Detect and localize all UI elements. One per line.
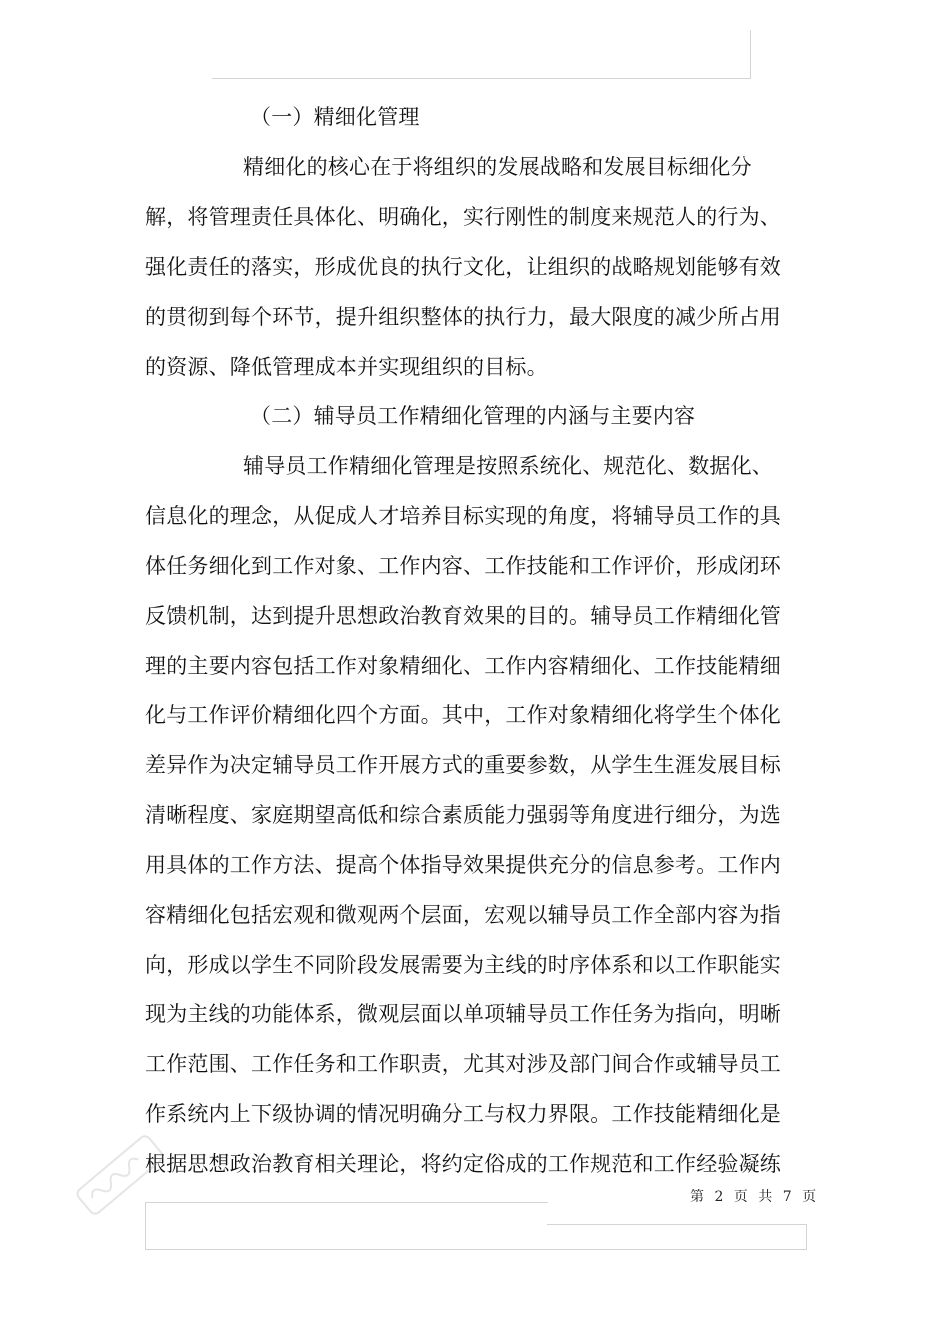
paragraph-line: 清晰程度、家庭期望高低和综合素质能力强弱等角度进行细分，为选 bbox=[145, 803, 781, 827]
paragraph-line: 用具体的工作方法、提高个体指导效果提供充分的信息参考。工作内 bbox=[145, 853, 781, 877]
paragraph-line: 作系统内上下级协调的情况明确分工与权力界限。工作技能精细化是 bbox=[145, 1102, 781, 1126]
paragraph-line: 体任务细化到工作对象、工作内容、工作技能和工作评价，形成闭环 bbox=[145, 554, 781, 578]
footer-frame bbox=[547, 1224, 807, 1250]
paragraph-line: 解，将管理责任具体化、明确化，实行刚性的制度来规范人的行为、 bbox=[145, 205, 781, 229]
paragraph-line: 工作范围、工作任务和工作职责，尤其对涉及部门间合作或辅导员工 bbox=[145, 1052, 781, 1076]
paragraph-line: 的资源、降低管理成本并实现组织的目标。 bbox=[145, 355, 548, 379]
footer-frame bbox=[145, 1202, 548, 1250]
section-heading-2: （二）辅导员工作精细化管理的内涵与主要内容 bbox=[250, 404, 696, 428]
paragraph-line: 现为主线的功能体系，微观层面以单项辅导员工作任务为指向，明晰 bbox=[145, 1002, 781, 1026]
paragraph-line: 根据思想政治教育相关理论，将约定俗成的工作规范和工作经验凝练 bbox=[145, 1152, 781, 1176]
paragraph-line: 信息化的理念，从促成人才培养目标实现的角度，将辅导员工作的具 bbox=[145, 504, 781, 528]
paragraph-line: 理的主要内容包括工作对象精细化、工作内容精细化、工作技能精细 bbox=[145, 654, 781, 678]
paragraph-line: 差异作为决定辅导员工作开展方式的重要参数，从学生生涯发展目标 bbox=[145, 753, 781, 777]
header-frame bbox=[212, 30, 751, 79]
paragraph-line: 化与工作评价精细化四个方面。其中，工作对象精细化将学生个体化 bbox=[145, 703, 781, 727]
paragraph-line: 向，形成以学生不同阶段发展需要为主线的时序体系和以工作职能实 bbox=[145, 953, 781, 977]
paragraph-line: 反馈机制，达到提升思想政治教育效果的目的。辅导员工作精细化管 bbox=[145, 604, 781, 628]
section-heading-1: （一）精细化管理 bbox=[250, 105, 420, 129]
paragraph-line: 辅导员工作精细化管理是按照系统化、规范化、数据化、 bbox=[243, 454, 773, 478]
paragraph-line: 容精细化包括宏观和微观两个层面，宏观以辅导员工作全部内容为指 bbox=[145, 903, 781, 927]
paragraph-line: 的贯彻到每个环节，提升组织整体的执行力，最大限度的减少所占用 bbox=[145, 305, 781, 329]
footer-frame bbox=[145, 1249, 807, 1250]
page-number: 第 2 页 共 7 页 bbox=[690, 1189, 820, 1205]
paragraph-line: 强化责任的落实，形成优良的执行文化，让组织的战略规划能够有效 bbox=[145, 255, 781, 279]
paragraph-line: 精细化的核心在于将组织的发展战略和发展目标细化分 bbox=[243, 155, 752, 179]
